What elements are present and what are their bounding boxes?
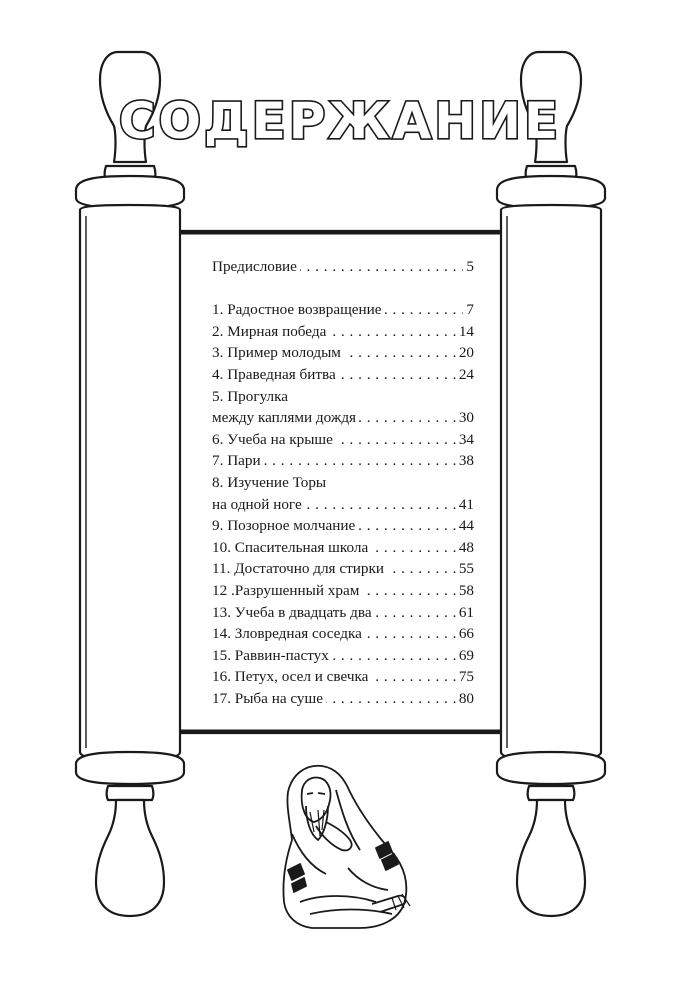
toc-entry-5-line-1[interactable] xyxy=(212,386,474,408)
toc-entry-title: 14. Зловредная соседка xyxy=(212,625,365,642)
toc-entry-11[interactable] xyxy=(212,558,474,580)
toc-entry-14[interactable] xyxy=(212,623,474,645)
page-title-text: Содержание xyxy=(118,92,562,150)
toc-entry-page: 34 xyxy=(456,429,474,451)
toc-entry-page: 58 xyxy=(456,580,474,602)
toc-entry-page: 61 xyxy=(456,602,474,624)
toc-entry-8[interactable] xyxy=(212,494,474,516)
toc-entry-title: 5. Прогулка xyxy=(212,388,291,405)
toc-entry-page: 44 xyxy=(456,515,474,537)
toc-entry-page: 20 xyxy=(456,342,474,364)
toc-entry-page: 38 xyxy=(456,450,474,472)
toc-entry-page: 55 xyxy=(456,558,474,580)
toc-entry-title: 6. Учеба на крыше xyxy=(212,431,336,448)
toc-entry-page: 7 xyxy=(463,299,474,321)
toc-entry-5[interactable] xyxy=(212,407,474,429)
toc-entry-page: 75 xyxy=(456,666,474,688)
toc-entry-title: 1. Радостное возвращение xyxy=(212,301,385,318)
toc-entry-page: 41 xyxy=(456,494,474,516)
toc-entry-16[interactable] xyxy=(212,666,474,688)
toc-entry-title: Предисловие xyxy=(212,258,300,275)
toc-entry-page: 14 xyxy=(456,321,474,343)
page-title xyxy=(0,86,681,156)
toc-entry-page: 66 xyxy=(456,623,474,645)
toc-entry-page: 48 xyxy=(456,537,474,559)
table-of-contents xyxy=(212,256,474,709)
scroll-roller-right xyxy=(497,52,605,916)
toc-entry-title: между каплями дождя xyxy=(212,409,359,426)
praying-man-illustration xyxy=(283,766,410,928)
toc-entry-title: 12 .Разрушенный храм xyxy=(212,582,362,599)
toc-entry-title: 11. Достаточно для стирки xyxy=(212,560,387,577)
toc-spacer xyxy=(212,278,474,300)
toc-entry-page: 69 xyxy=(456,645,474,667)
toc-entry-title: 7. Пари xyxy=(212,452,264,469)
toc-entry-title: 13. Учеба в двадцать два xyxy=(212,604,375,621)
toc-entry-title: 4. Праведная битва xyxy=(212,366,339,383)
toc-entry-page: 30 xyxy=(456,407,474,429)
toc-entry-17[interactable] xyxy=(212,688,474,710)
toc-entry-3[interactable] xyxy=(212,342,474,364)
toc-entry-title: 16. Петух, осел и свечка xyxy=(212,668,371,685)
toc-entry-title: на одной ноге xyxy=(212,496,305,513)
toc-entry-7[interactable] xyxy=(212,450,474,472)
toc-entry-preface[interactable] xyxy=(212,256,474,278)
toc-entry-title: 8. Изучение Торы xyxy=(212,474,329,491)
toc-entry-6[interactable] xyxy=(212,429,474,451)
toc-entry-title: 17. Рыба на суше xyxy=(212,690,326,707)
toc-entry-page: 5 xyxy=(463,256,474,278)
toc-entry-12[interactable] xyxy=(212,580,474,602)
toc-entry-title: 2. Мирная победа xyxy=(212,323,329,340)
toc-entry-page: 24 xyxy=(456,364,474,386)
toc-entry-1[interactable] xyxy=(212,299,474,321)
toc-entry-title: 3. Пример молодым xyxy=(212,344,344,361)
toc-entry-13[interactable] xyxy=(212,602,474,624)
toc-entry-8-line-1[interactable] xyxy=(212,472,474,494)
toc-entry-title: 9. Позорное молчание xyxy=(212,517,358,534)
toc-entry-title: 15. Раввин-пастух xyxy=(212,647,332,664)
toc-entry-15[interactable] xyxy=(212,645,474,667)
toc-entry-2[interactable] xyxy=(212,321,474,343)
scroll-roller-left xyxy=(76,52,184,916)
toc-entry-10[interactable] xyxy=(212,537,474,559)
toc-entry-4[interactable] xyxy=(212,364,474,386)
toc-entry-title: 10. Спасительная школа xyxy=(212,539,371,556)
toc-entry-page: 80 xyxy=(456,688,474,710)
toc-entry-9[interactable] xyxy=(212,515,474,537)
